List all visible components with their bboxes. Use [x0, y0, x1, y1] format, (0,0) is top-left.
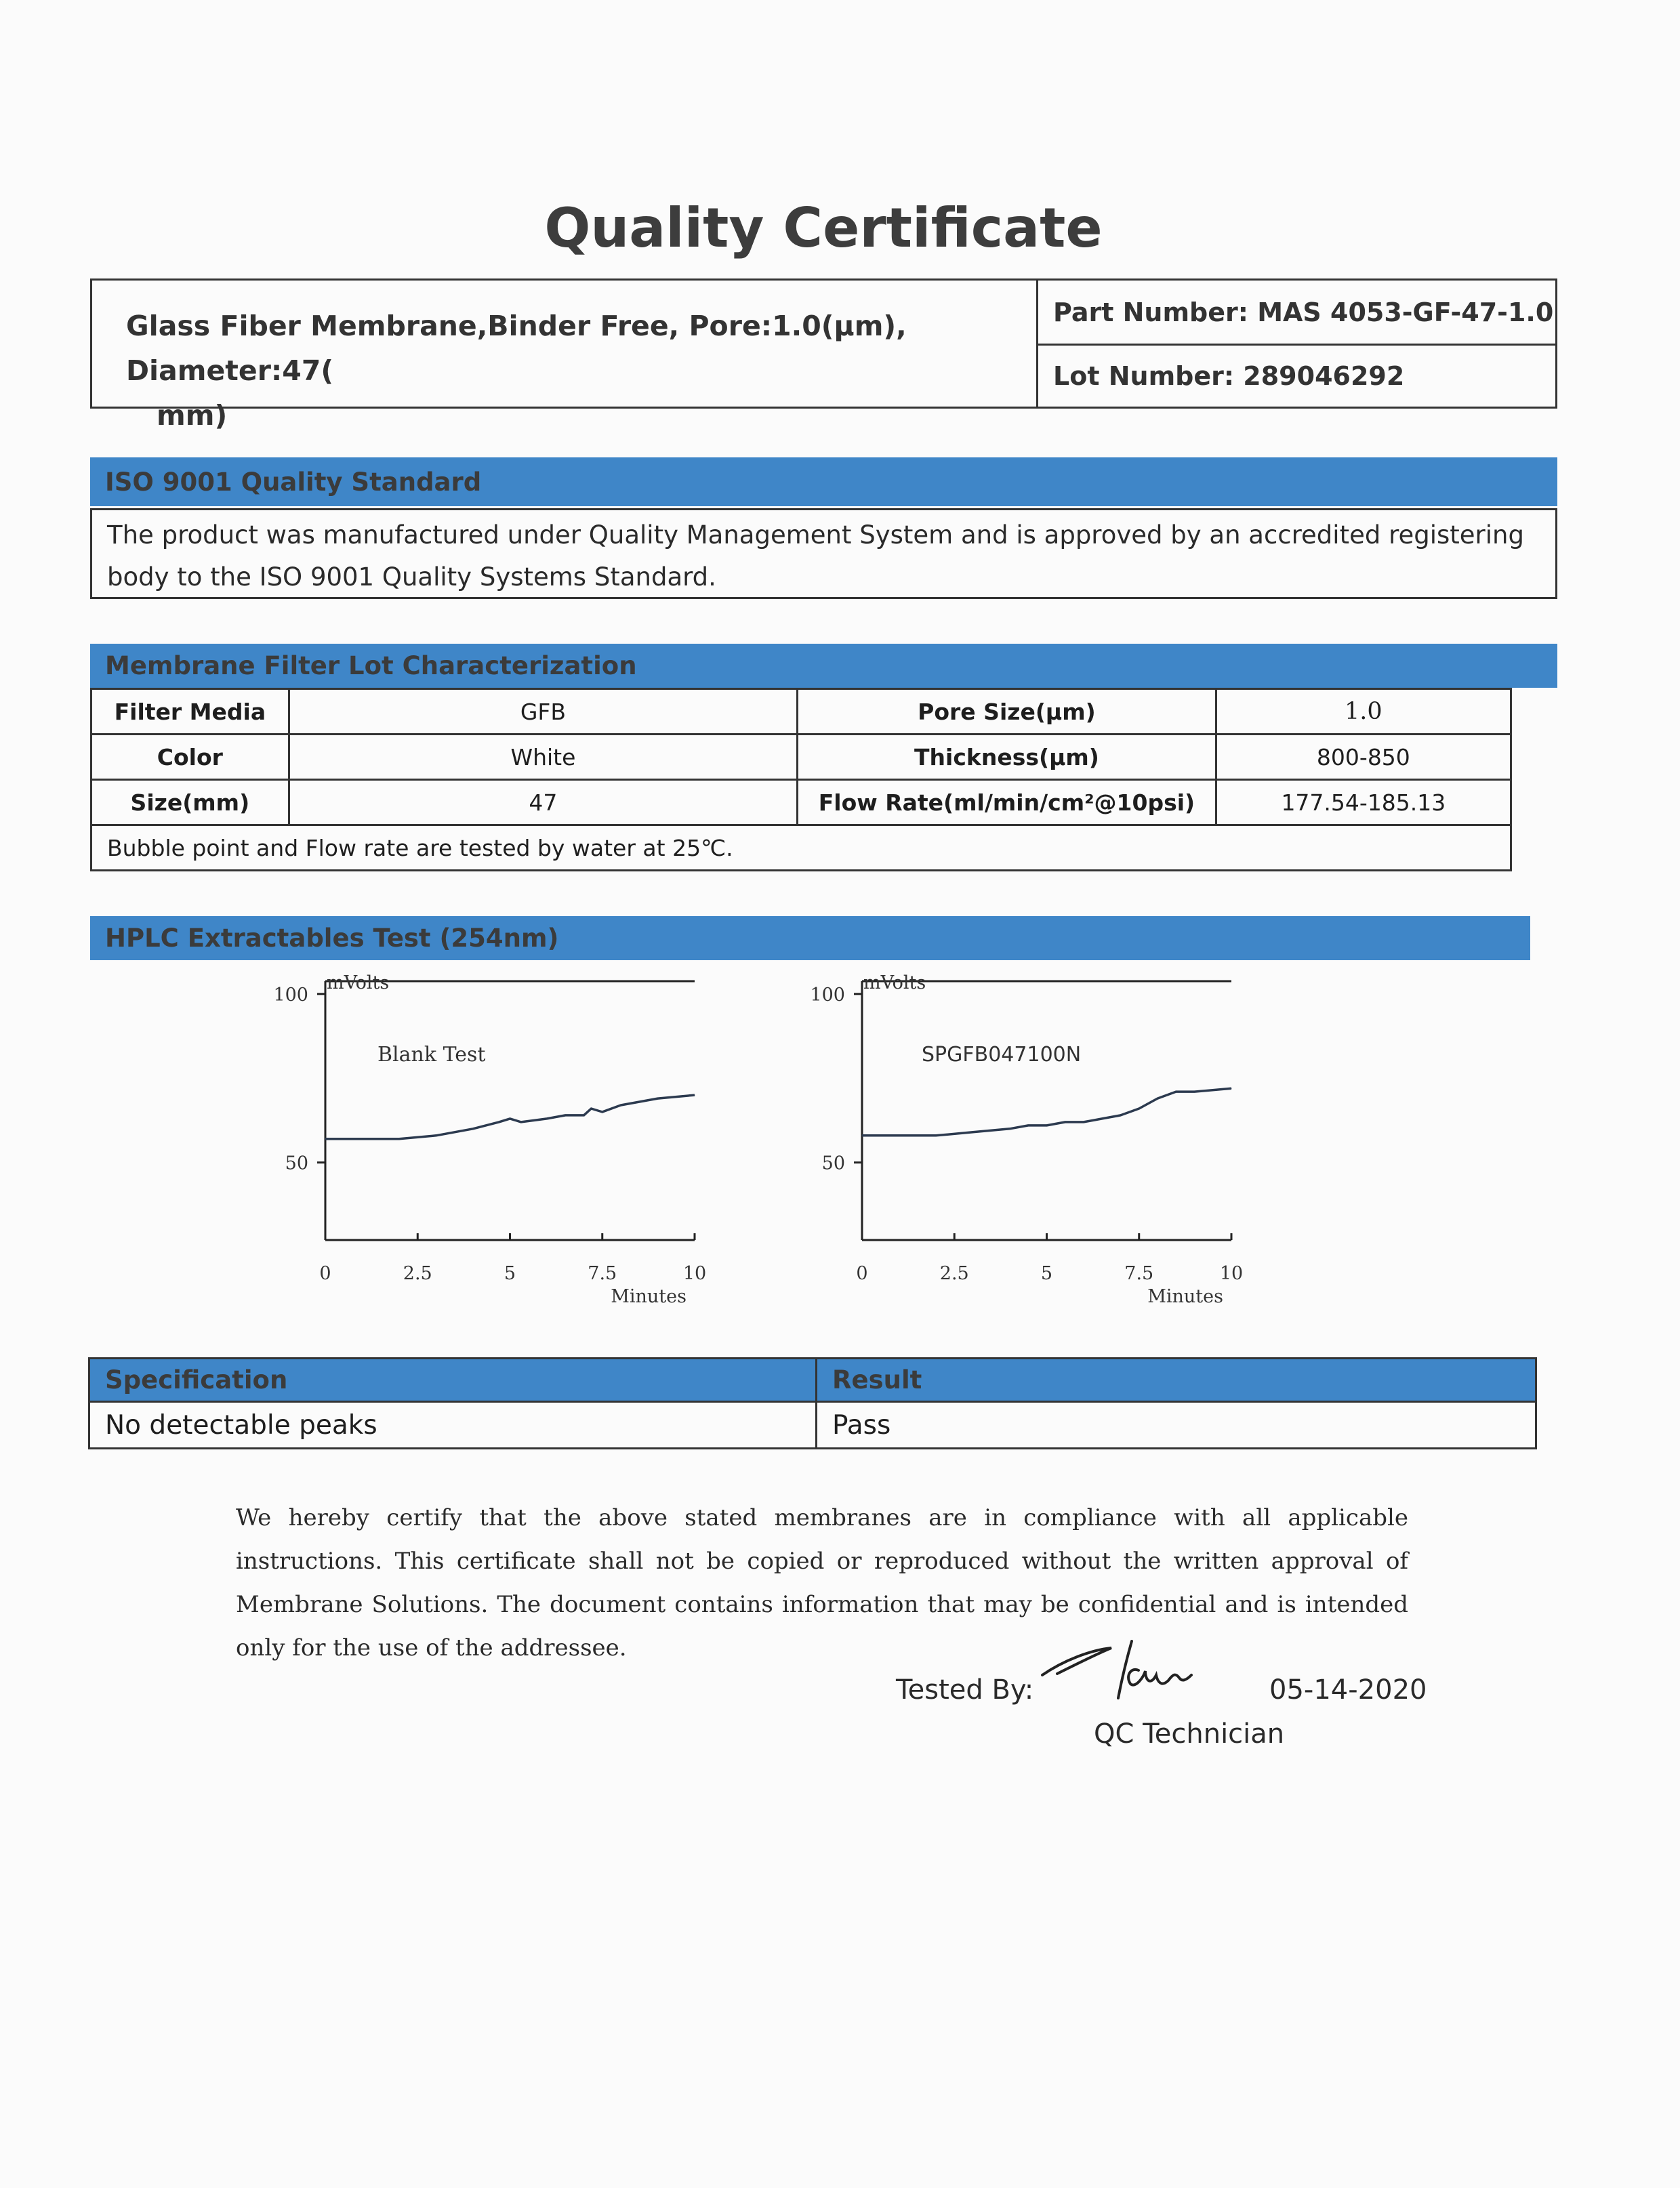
product-line-2: mm)	[157, 399, 228, 432]
y-tick-label: 100	[810, 984, 845, 1006]
data-point	[399, 1138, 400, 1139]
result-heading: Result	[817, 1359, 1535, 1403]
x-tick-label: 7.5	[588, 1263, 617, 1284]
chart-svg	[258, 966, 732, 1318]
series-line	[325, 1095, 695, 1139]
cell-value: White	[289, 735, 797, 780]
data-point	[1157, 1098, 1158, 1099]
hplc-heading: HPLC Extractables Test (254nm)	[90, 916, 1530, 960]
data-point	[520, 1121, 521, 1122]
data-point	[1028, 1125, 1029, 1126]
chart-annotation: Blank Test	[377, 1043, 486, 1067]
test-condition-note: Bubble point and Flow rate are tested by water at 25℃.	[90, 826, 1512, 871]
data-point	[362, 1138, 363, 1139]
table-row	[91, 689, 1511, 735]
lot-number: Lot Number: 289046292	[1038, 344, 1555, 407]
tester-role: QC Technician	[1094, 1718, 1285, 1750]
cell-value: 1.0	[1216, 689, 1511, 735]
spec-result-table	[88, 1357, 1537, 1449]
x-tick-label: 0	[319, 1263, 331, 1284]
page-title: Quality Certificate	[544, 197, 1103, 260]
y-axis-label: mVolts	[327, 972, 390, 993]
x-axis-label: Minutes	[1147, 1286, 1223, 1307]
x-tick-label: 10	[1219, 1263, 1244, 1284]
data-point	[936, 1135, 937, 1136]
series-line	[862, 1088, 1231, 1136]
chart-sample-test	[794, 966, 1269, 1321]
cell-label: Pore Size(μm)	[798, 689, 1216, 735]
characterization-heading: Membrane Filter Lot Characterization	[90, 644, 1557, 688]
tested-by-label: Tested By:	[896, 1674, 1034, 1706]
part-number: Part Number: MAS 4053-GF-47-1.0	[1053, 297, 1554, 327]
signature-image	[1037, 1633, 1240, 1710]
x-tick-label: 0	[856, 1263, 868, 1284]
data-point	[657, 1098, 658, 1099]
data-point	[862, 1135, 863, 1136]
x-axis-label: Minutes	[611, 1286, 687, 1307]
x-tick-label: 5	[1040, 1263, 1053, 1284]
y-tick-label: 50	[285, 1153, 308, 1174]
chart-annotation: SPGFB047100N	[922, 1043, 1082, 1067]
cell-label: Filter Media	[91, 689, 289, 735]
data-point	[473, 1128, 474, 1129]
product-header-box	[90, 278, 1557, 432]
chart-svg	[794, 966, 1269, 1318]
data-point	[547, 1118, 548, 1119]
x-tick-label: 7.5	[1124, 1263, 1154, 1284]
cell-value: 47	[289, 780, 797, 825]
characterization-table	[90, 688, 1512, 826]
y-axis-label: mVolts	[863, 972, 926, 993]
cell-label: Size(mm)	[91, 780, 289, 825]
cell-value: 800-850	[1216, 735, 1511, 780]
cell-value: GFB	[289, 689, 797, 735]
result-value: Pass	[832, 1409, 891, 1441]
data-point	[1046, 1125, 1047, 1126]
data-point	[325, 1138, 326, 1139]
x-tick-label: 2.5	[939, 1263, 969, 1284]
y-tick-label: 100	[273, 984, 308, 1006]
table-row	[91, 735, 1511, 780]
spec-heading: Specification	[90, 1359, 815, 1403]
cell-label: Thickness(μm)	[798, 735, 1216, 780]
cell-label: Flow Rate(ml/min/cm²@10psi)	[798, 780, 1216, 825]
iso-statement: The product was manufactured under Quality Management System and is approved by an accredited registering body to the ISO 9001 Quality Systems Standard.	[90, 508, 1557, 599]
iso-heading: ISO 9001 Quality Standard	[90, 457, 1557, 506]
chart-blank-test	[258, 966, 732, 1321]
x-tick-label: 2.5	[403, 1263, 432, 1284]
product-line-1: Glass Fiber Membrane,Binder Free, Pore:1.0(μm), Diameter:47(	[126, 310, 907, 387]
data-point	[1231, 1088, 1232, 1089]
x-tick-label: 5	[504, 1263, 516, 1284]
test-date: 05-14-2020	[1269, 1674, 1427, 1706]
certification-statement: We hereby certify that the above stated membranes are in compliance with all applicable instructions. This certificate shall not be copied or reproduced without the written approval of Membrane Solutions. The document contains information that may be confidential and is intended only for the use of the addressee.	[236, 1504, 1408, 1661]
table-row	[91, 780, 1511, 825]
x-tick-label: 10	[682, 1263, 707, 1284]
product-description	[92, 281, 1038, 432]
y-tick-label: 50	[821, 1153, 845, 1174]
data-point	[1102, 1118, 1103, 1119]
cell-label: Color	[91, 735, 289, 780]
spec-value: No detectable peaks	[105, 1409, 377, 1441]
cell-value: 177.54-185.13	[1216, 780, 1511, 825]
